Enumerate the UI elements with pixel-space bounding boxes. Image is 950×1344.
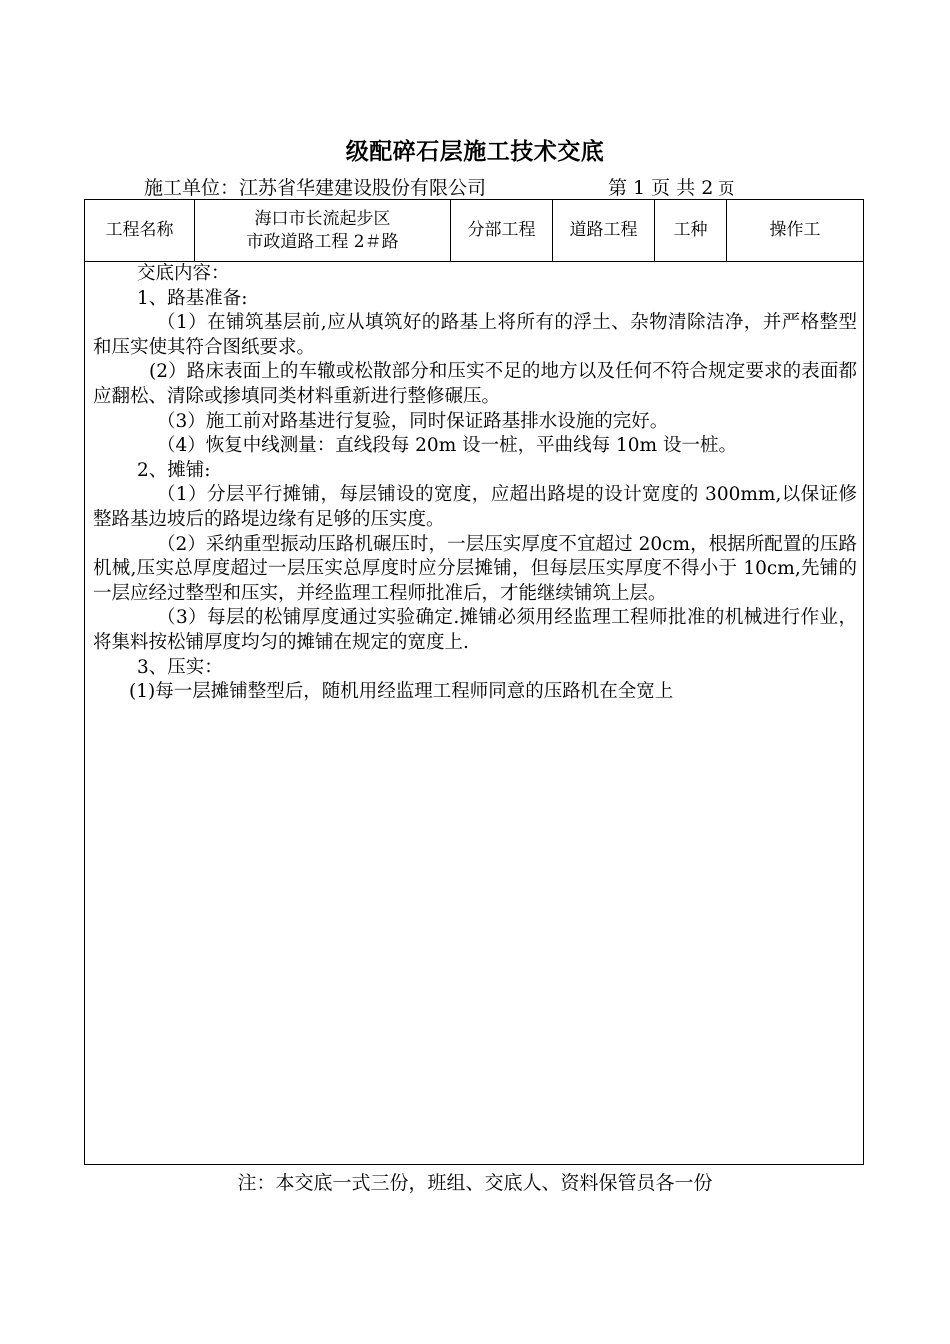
section-3-item-1: (1)每一层摊铺整型后，随机用经监理工程师同意的压路机在全宽上 [129,681,674,703]
footer-note: 注：本交底一式三份，班组、交底人、资料保管员各一份 [237,1172,713,1194]
section-2-item-1: （1）分层平行摊铺，每层铺设的宽度，应超出路堤的设计宽度的 300mm,以保证修整路基边坡后的路堤边缘有足够的压实度。 [93,484,857,530]
section-2-title: 2、摊铺: [137,459,211,481]
section-1-item-2: (2）路床表面上的车辙或松散部分和压实不足的地方以及任何不符合规定要求的表面都应翻松、清除或掺填同类材料重新进行整修碾压。 [93,361,857,407]
content-heading: 交底内容： [137,263,230,284]
project-name-line-1: 海口市长流起步区 [254,208,391,229]
section-1-item-1: （1）在铺筑基层前,应从填筑好的路基上将所有的浮土、杂物清除洁净，并严格整型和压实使其符合图纸要求。 [93,312,857,358]
section-1-title: 1、路基准备: [137,287,248,309]
project-name-line-2: 市政道路工程 2＃路 [246,231,399,252]
section-1-item-4: （4）恢复中线测量：直线段每 20m 设一桩，平曲线每 10m 设一桩。 [157,435,737,457]
disclosure-sheet [84,199,864,1165]
section-2-item-2: （2）采纳重型振动压路机碾压时，一层压实厚度不宜超过 20cm，根据所配置的压路机械,压实总厚度超过一层压实总厚度时应分层摊铺，但每层压实厚度不得小于 10cm,先铺的一层应经过整型和压实，并经监理工程师批准后，才能继续铺筑上层。 [93,533,857,604]
disclosure-content [93,262,857,705]
page-suffix: 页 [713,179,735,198]
document-subheader [0,173,950,201]
trade-value: 操作工 [769,220,821,240]
section-1-item-3: （3）施工前对路基进行复验，同时保证路基排水设施的完好。 [157,410,669,432]
section-2-item-3: （3）每层的松铺厚度通过实验确定.摊铺必须用经监理工程师批准的机械进行作业，将集料按松铺厚度均匀的摊铺在规定的宽度上. [93,607,857,653]
project-info-row [85,200,863,262]
project-name-value [195,200,451,261]
page-prefix: 第 1 页 共 2 [608,177,714,199]
section-3-title: 3、压实： [137,656,223,678]
division-value: 道路工程 [553,200,655,261]
document-title: 级配碎石层施工技术交底 [345,138,605,165]
division-label: 分部工程 [451,200,553,261]
construction-unit: 施工单位：江苏省华建建设股份有限公司 [144,177,487,199]
project-name-label: 工程名称 [85,200,195,261]
page-indicator [608,173,734,200]
trade-label: 工种 [655,200,727,261]
